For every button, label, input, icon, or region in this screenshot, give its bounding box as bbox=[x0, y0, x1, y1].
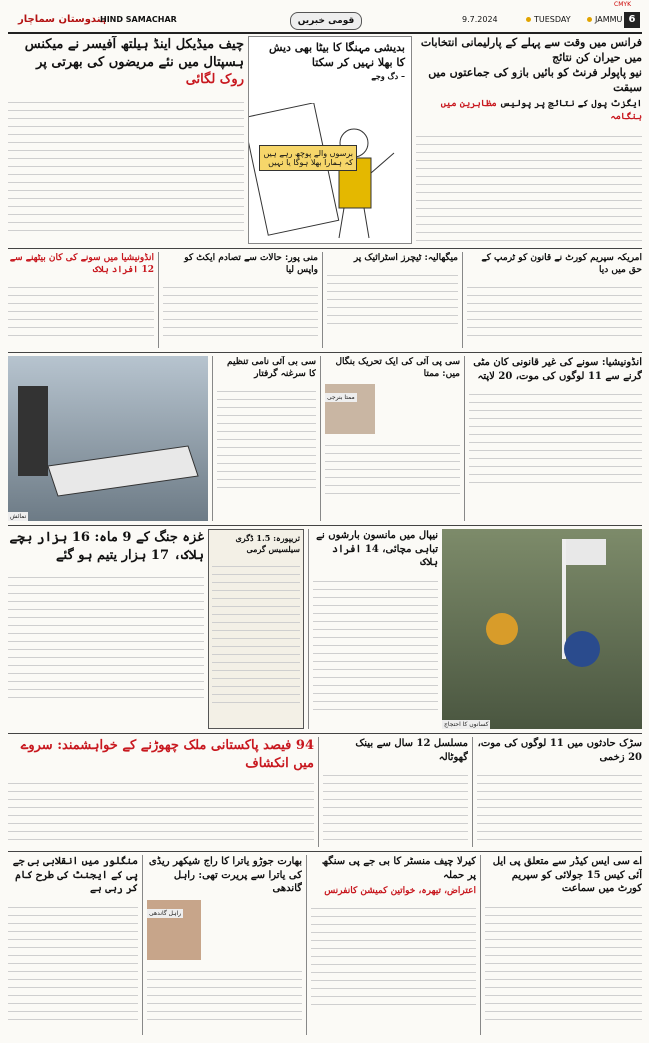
article-body bbox=[8, 570, 204, 700]
mamata-photo bbox=[325, 384, 375, 434]
story-gaza bbox=[8, 529, 204, 729]
photo-caption: ممتا بنرجی bbox=[327, 394, 355, 402]
cartoon-caption: بدیشی مہنگا کا بیٹا بھی دیش کا بھلا نہیں کر سکتا – دگ وجے bbox=[268, 41, 405, 81]
story-ias-cadre bbox=[480, 855, 642, 1035]
editorial-cartoon bbox=[248, 36, 412, 244]
divider bbox=[8, 352, 642, 353]
story-indonesia-mine bbox=[464, 356, 642, 521]
headline: کیرلا چیف منسٹر کا بی جے پی سنگھ پر حملہ bbox=[321, 856, 476, 881]
divider bbox=[8, 248, 642, 249]
brand-latin: HIND SAMACHAR bbox=[100, 15, 177, 24]
subheadline: اعتراض، تیھرہ، خواتین کمیشن کانفرنس bbox=[324, 886, 476, 896]
article-body bbox=[485, 900, 642, 1020]
article-body bbox=[8, 95, 244, 235]
headline: انڈونیشیا میں سونے کی کان بیٹھنے سے 12 افراد ہلاک bbox=[9, 253, 154, 276]
issue-date: 9.7.2024 bbox=[462, 15, 498, 24]
article-body bbox=[325, 438, 460, 498]
headline: چیف میڈیکل اینڈ ہیلتھ آفیسر نے میکنس ہسپتال میں نئے مریضوں کی بھرتی پر روک لگائی bbox=[24, 37, 244, 88]
story-bharat-jodo bbox=[142, 855, 302, 1035]
issue-city: JAMMU bbox=[584, 15, 622, 24]
story-mamata bbox=[320, 356, 460, 521]
photo-caption: نمائش bbox=[10, 513, 27, 520]
article-body bbox=[163, 280, 318, 340]
story-mangaluru bbox=[8, 855, 138, 1035]
cartoon-drawing bbox=[249, 103, 412, 243]
page-header bbox=[8, 10, 642, 34]
cartoon-bubble: برسوں والے پوچھ رہے ہیں کہ ہمارا بھلا ہوگا یا نہیں bbox=[259, 145, 357, 171]
story-sidebar-box bbox=[208, 529, 304, 729]
article-body bbox=[327, 268, 458, 328]
article-body bbox=[8, 900, 138, 1020]
photo-caption: کسانوں کا احتجاج bbox=[444, 721, 489, 728]
photo-caption: راہل گاندھی bbox=[149, 909, 182, 917]
article-body bbox=[467, 280, 642, 340]
story-medical-officer bbox=[8, 36, 244, 244]
headline: تریپورہ: 1.5 ڈگری سیلسیس گرمی bbox=[235, 533, 300, 554]
story-road-accident bbox=[472, 737, 642, 847]
headline: منی پور: حالات سے تصادم ایکٹ کو واپس لیا bbox=[184, 253, 318, 276]
story-indonesia-gold bbox=[8, 252, 154, 348]
expo-illustration bbox=[8, 356, 208, 521]
headline: فرانس میں وقت سے پہلے کے پارلیمانی انتخابات میں حیران کن نتائج نیو پاپولر فرنٹ کو بائیں بازو کی جماعتوں میں سبقت bbox=[420, 36, 642, 94]
divider bbox=[8, 733, 642, 734]
expo-photo bbox=[8, 356, 208, 521]
article-body bbox=[313, 574, 438, 714]
section-label: قومی خبریں bbox=[290, 12, 362, 30]
bullet-icon bbox=[587, 17, 592, 22]
article-body bbox=[8, 280, 154, 340]
headline: انڈونیشیا: سونے کی غیر قانونی کان مٹی گرنے سے 11 لوگوں کی موت، 20 لاپتہ bbox=[473, 357, 642, 382]
headline: سی پی آئی کی ایک تحریک بنگال میں: ممتا bbox=[335, 357, 460, 380]
article-body bbox=[217, 384, 316, 494]
cmyk-mark: CMYK bbox=[614, 1, 631, 8]
story-kerala bbox=[306, 855, 476, 1035]
story-pakistan-survey bbox=[8, 737, 314, 847]
headline: میگھالیہ: ٹیچرز اسٹرائیک پر bbox=[353, 253, 458, 263]
headline: مسلسل 12 سال سے بینک گھوٹالہ bbox=[355, 738, 468, 763]
article-body bbox=[469, 387, 642, 487]
article-body bbox=[8, 776, 314, 847]
issue-day: TUESDAY bbox=[523, 15, 571, 24]
story-us-court bbox=[462, 252, 642, 348]
divider bbox=[8, 525, 642, 526]
headline: اے سی ایس کیڈر سے متعلق پی ایل آئی کیس 15 جولائی کو سپریم کورٹ میں سماعت bbox=[492, 856, 642, 894]
story-teachers bbox=[322, 252, 458, 348]
headline: سڑک حادثوں میں 11 لوگوں کی موت، 20 زخمی bbox=[477, 738, 642, 763]
article-body bbox=[311, 901, 476, 1011]
story-bank-scam bbox=[318, 737, 468, 847]
headline: غزہ جنگ کے 9 ماہ: 16 ہزار بچے ہلاک، 17 ہزار یتیم ہو گئے bbox=[9, 530, 204, 563]
story-nepal bbox=[308, 529, 438, 729]
article-body bbox=[212, 559, 300, 709]
headline: منگلور میں انقلابی بی جے پی کے ایجنٹ کی طرح کام کر رہی ہے bbox=[12, 856, 138, 894]
headline: نیپال میں مانسون بارشوں نے تباہی مچائی، 14 افراد ہلاک bbox=[316, 530, 438, 568]
headline: 94 فیصد پاکستانی ملک چھوڑنے کے خواہشمند: سروے میں انکشاف bbox=[20, 738, 314, 771]
divider bbox=[8, 851, 642, 852]
rahul-photo bbox=[147, 900, 201, 960]
story-cbi-arrest bbox=[212, 356, 316, 521]
article-body bbox=[147, 964, 302, 1024]
subheadline: ایگزٹ پول کے نتائج پر پولیس مظاہرین میں ہنگامہ bbox=[440, 99, 642, 122]
headline: سی بی آئی نامی تنظیم کا سرغنہ گرفتار bbox=[227, 357, 316, 380]
bullet-icon bbox=[526, 17, 531, 22]
story-france-election bbox=[416, 36, 642, 244]
article-body bbox=[416, 129, 642, 244]
article-body bbox=[323, 768, 468, 847]
headline: بھارت جوڑو یاترا کا راج شیکھر ریڈی کی یاترا سے پریرت تھی: راہل گاندھی bbox=[148, 856, 302, 894]
article-body bbox=[477, 768, 642, 847]
headline: امریکہ سپریم کورٹ نے قانون کو ٹرمپ کے حق میں دیا bbox=[481, 253, 642, 276]
page-number: 6 bbox=[624, 12, 640, 28]
story-manipur bbox=[158, 252, 318, 348]
brand-urdu: ہندوستان سماچار bbox=[18, 14, 107, 25]
rally-illustration bbox=[442, 529, 642, 729]
rally-photo bbox=[442, 529, 642, 729]
